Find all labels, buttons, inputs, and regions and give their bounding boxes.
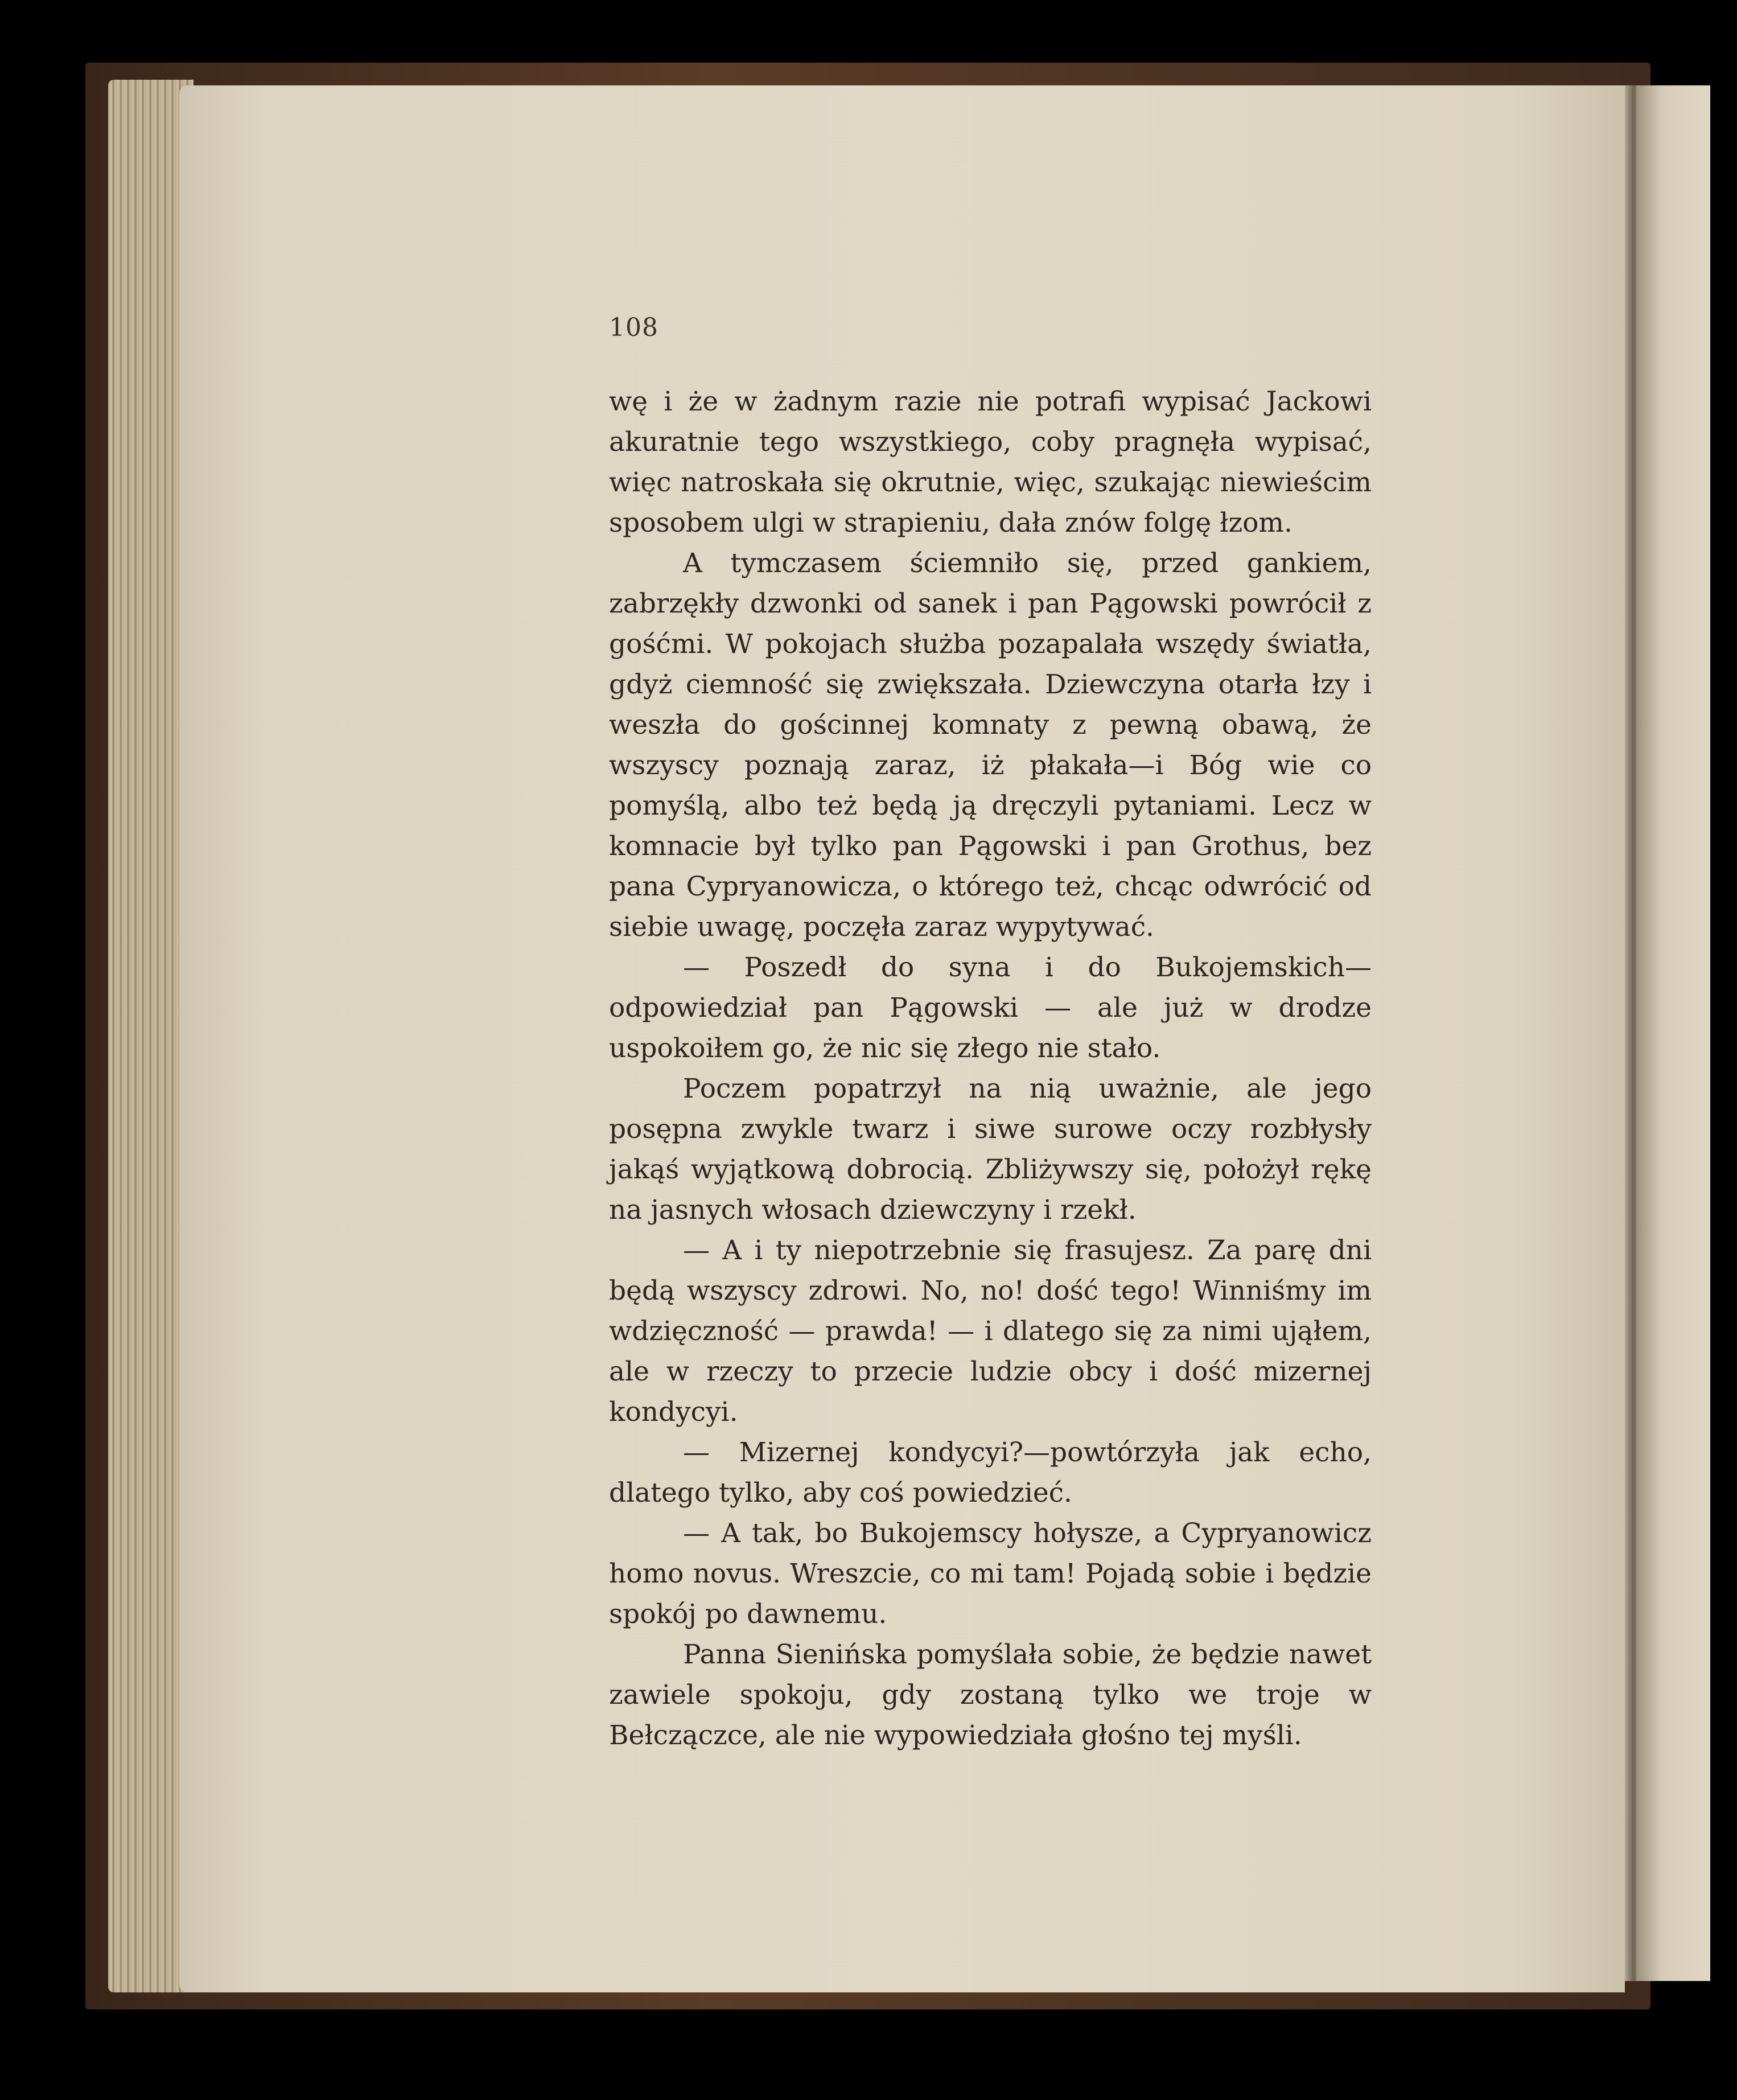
page-number: 108 [609, 313, 658, 342]
paragraph: A tymczasem ściemniło się, przed gankiem, zabrzękły dzwonki od sanek i pan Pągowski powrócił z gośćmi. W pokojach służba pozapalała wszędy światła, gdyż ciemność się zwiększała. Dziewczyna otarła łzy i weszła do gościnnej komnaty z pewną obawą, że wszyscy poznają zaraz, iż płakała—i Bóg wie co pomyślą, albo też będą ją dręczyli pytaniami. Lecz w komnacie był tylko pan Pągowski i pan Grothus, bez pana Cypryanowicza, o którego też, chcąc odwrócić od siebie uwagę, poczęła zaraz wypytywać. [609, 548, 1372, 943]
paragraph: Poczem popatrzył na nią uważnie, ale jego posępna zwykle twarz i siwe surowe oczy rozbłysły jakąś wyjątkową dobrocią. Zbliżywszy się, położył rękę na jasnych włosach dziewczyny i rzekł. [609, 1073, 1372, 1226]
paragraph: — A i ty niepotrzebnie się frasujesz. Za parę dni będą wszyscy zdrowi. No, no! dość tego! Winniśmy im wdzięczność — prawda! — i dlatego się za nimi ująłem, ale w rzeczy to przecie ludzie obcy i dość mizernej kondycyi. [609, 1235, 1372, 1428]
paragraph: — Poszedł do syna i do Bukojemskich—odpowiedział pan Pągowski — ale już w drodze uspokoiłem go, że nic się złego nie stało. [609, 952, 1372, 1064]
paragraph: — Mizernej kondycyi?—powtórzyła jak echo, dlatego tylko, aby coś powiedzieć. [609, 1437, 1372, 1509]
paragraph: Panna Sienińska pomyślała sobie, że będzie nawet zawiele spokoju, gdy zostaną tylko we troje w Bełczączce, ale nie wypowiedziała głośno tej myśli. [609, 1639, 1372, 1751]
paragraph: wę i że w żadnym razie nie potrafi wypisać Jackowi akuratnie tego wszystkiego, coby pragnęła wypisać, więc natroskała się okrutnie, więc, szukając niewieścim sposobem ulgi w strapieniu, dała znów folgę łzom. [609, 386, 1372, 539]
facing-page-edge [1636, 85, 1710, 1981]
paragraph: — A tak, bo Bukojemscy hołysze, a Cypryanowicz homo novus. Wreszcie, co mi tam! Pojadą sobie i będzie spokój po dawnemu. [609, 1518, 1372, 1630]
page-text [609, 381, 1372, 1756]
